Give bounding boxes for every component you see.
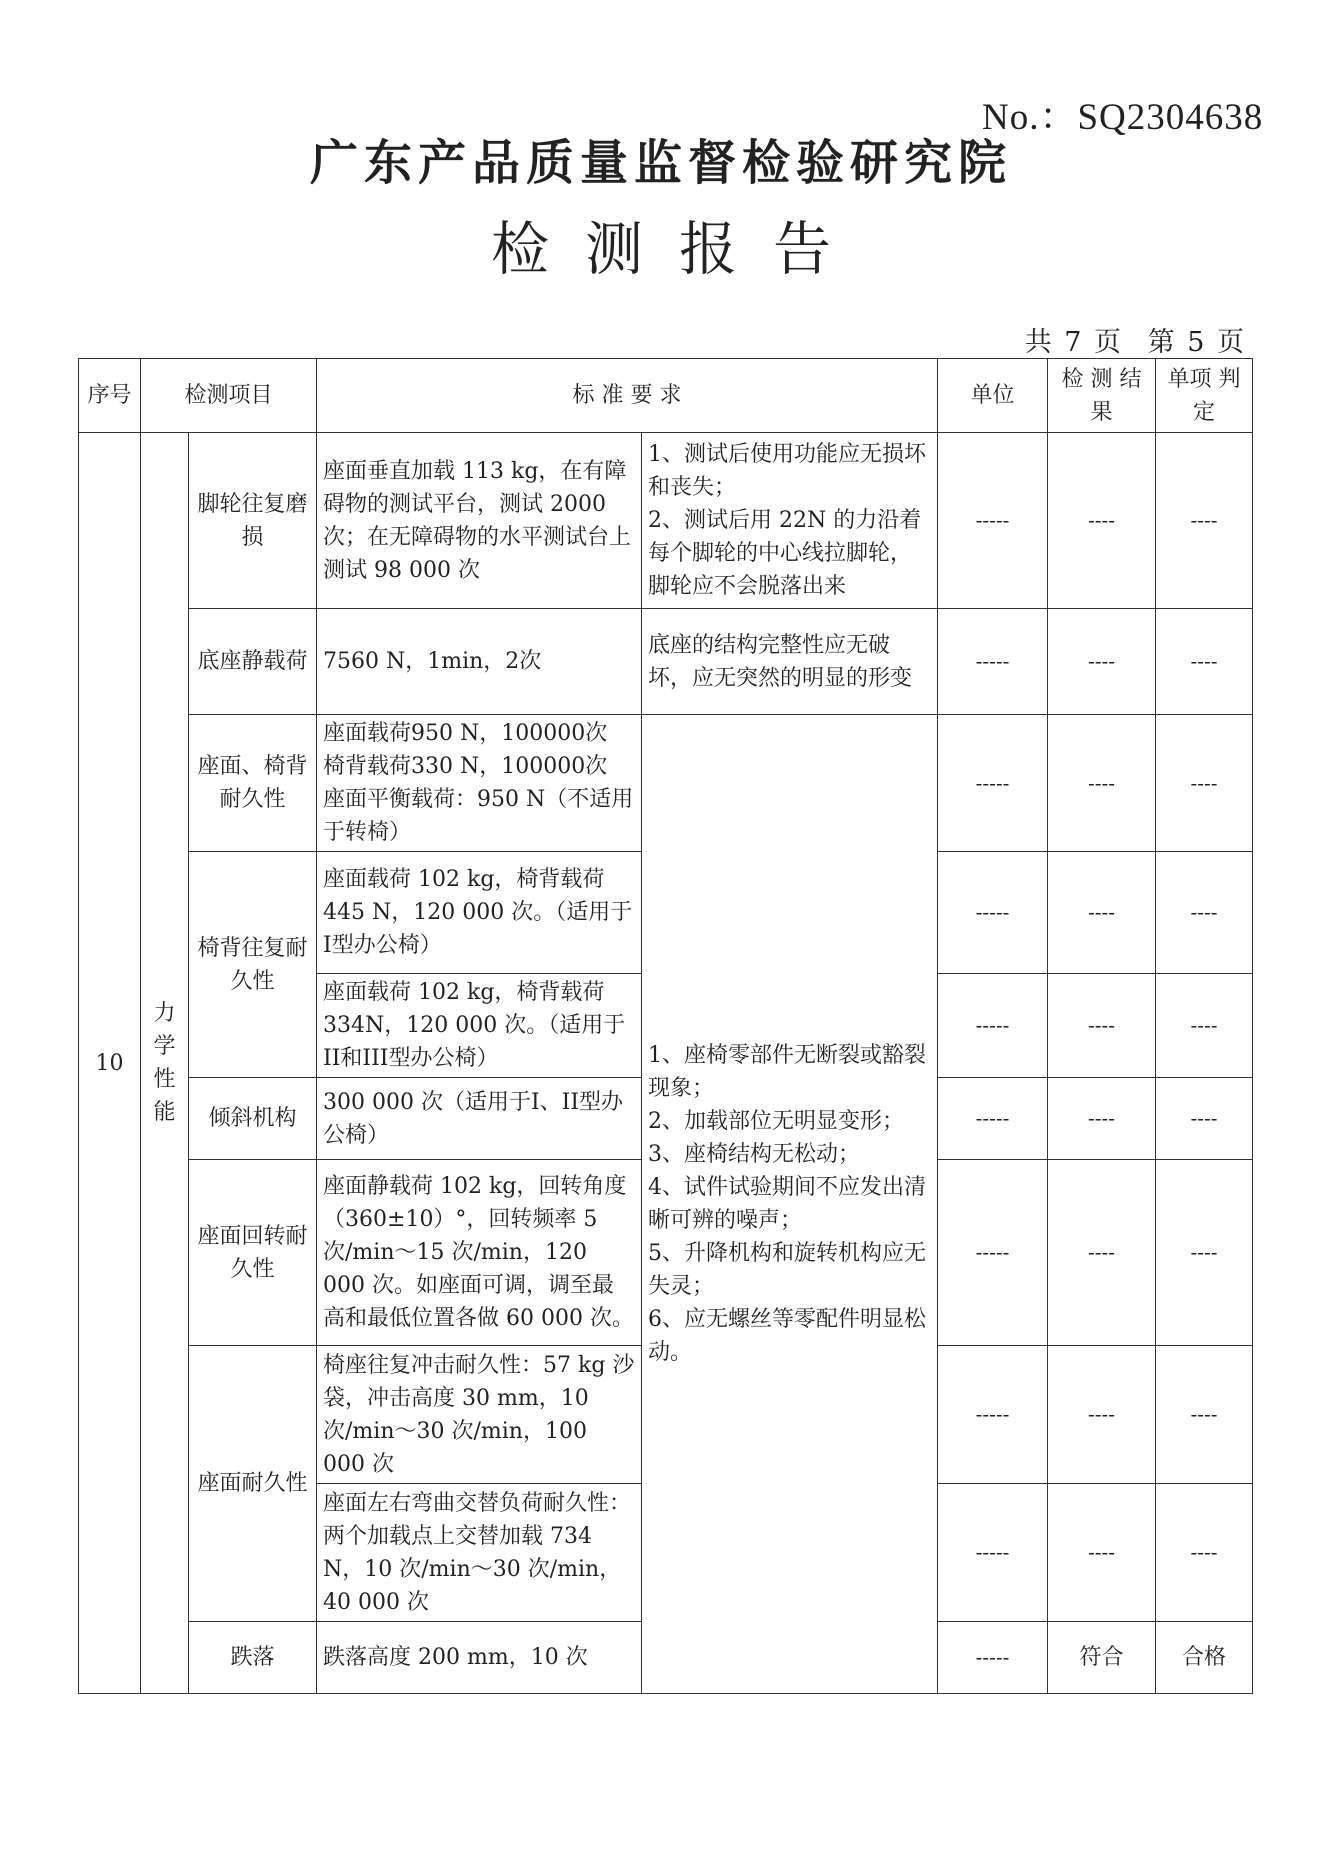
judgement-cell: ---- [1156, 1160, 1253, 1346]
header-item: 检测项目 [141, 359, 317, 433]
item-cell: 底座静载荷 [189, 609, 317, 715]
judgement-cell: ---- [1156, 852, 1253, 974]
result-cell: ---- [1048, 609, 1156, 715]
item-cell: 跌落 [189, 1622, 317, 1694]
page-info [1011, 320, 1246, 359]
item-cell: 倾斜机构 [189, 1078, 317, 1160]
header-seq: 序号 [79, 359, 141, 433]
result-cell: ---- [1048, 1078, 1156, 1160]
header-unit: 单位 [938, 359, 1048, 433]
condition-cell: 7560 N，1min，2次 [317, 609, 642, 715]
result-cell: ---- [1048, 715, 1156, 852]
current-page: 第 5 页 [1147, 327, 1246, 358]
judgement-cell: ---- [1156, 715, 1253, 852]
condition-cell: 座面垂直加载 113 kg，在有障碍物的测试平台，测试 2000 次；在无障碍物的水平测试台上测试 98 000 次 [317, 433, 642, 609]
judgement-cell: ---- [1156, 1078, 1253, 1160]
header-result: 检 测 结 果 [1048, 359, 1156, 433]
condition-cell: 座面左右弯曲交替负荷耐久性：两个加载点上交替加载 734 N，10 次/min～30 次/min，40 000 次 [317, 1484, 642, 1622]
result-cell: 符合 [1048, 1622, 1156, 1694]
unit-cell: ----- [938, 1484, 1048, 1622]
condition-cell: 座面静载荷 102 kg，回转角度（360±10）°，回转频率 5 次/min～15 次/min，120 000 次。如座面可调，调至最高和最低位置各做 60 000 次。 [317, 1160, 642, 1346]
item-cell: 座面耐久性 [189, 1346, 317, 1622]
result-cell: ---- [1048, 1346, 1156, 1484]
unit-cell: ----- [938, 974, 1048, 1078]
inspection-table [78, 358, 1253, 1694]
report-number: No.：SQ2304638 [982, 97, 1264, 138]
judgement-cell: ---- [1156, 609, 1253, 715]
judgement-cell: 合格 [1156, 1622, 1253, 1694]
judgement-cell: ---- [1156, 1484, 1253, 1622]
result-cell: ---- [1048, 1160, 1156, 1346]
condition-cell: 座面载荷 102 kg，椅背载荷 445 N，120 000 次。（适用于I型办公椅） [317, 852, 642, 974]
report-title: 检测报告 [490, 215, 867, 283]
seq-cell: 10 [79, 433, 141, 1694]
condition-cell: 椅座往复冲击耐久性：57 kg 沙袋，冲击高度 30 mm，10 次/min～30 次/min，100 000 次 [317, 1346, 642, 1484]
condition-cell: 300 000 次（适用于I、II型办公椅） [317, 1078, 642, 1160]
table-row [79, 609, 1253, 715]
condition-cell: 跌落高度 200 mm，10 次 [317, 1622, 642, 1694]
result-cell: ---- [1048, 433, 1156, 609]
shared-requirement-cell: 1、座椅零部件无断裂或豁裂现象； 2、加载部位无明显变形； 3、座椅结构无松动； 4、试件试验期间不应发出清晰可辨的噪声； 5、升降机构和旋转机构应无失灵； 6、应无螺丝等零配件明显松动。 [642, 715, 938, 1694]
judgement-cell: ---- [1156, 974, 1253, 1078]
judgement-cell: ---- [1156, 1346, 1253, 1484]
unit-cell: ----- [938, 433, 1048, 609]
result-cell: ---- [1048, 852, 1156, 974]
header-requirement: 标 准 要 求 [317, 359, 938, 433]
item-cell: 脚轮往复磨损 [189, 433, 317, 609]
condition-cell: 座面载荷950 N，100000次 椅背载荷330 N，100000次 座面平衡载荷：950 N（不适用于转椅） [317, 715, 642, 852]
unit-cell: ----- [938, 715, 1048, 852]
unit-cell: ----- [938, 1160, 1048, 1346]
table-row [79, 433, 1253, 609]
unit-cell: ----- [938, 1078, 1048, 1160]
header-judgement: 单项 判定 [1156, 359, 1253, 433]
unit-cell: ----- [938, 609, 1048, 715]
header-row [79, 359, 1253, 433]
requirement-cell: 1、测试后使用功能应无损坏和丧失； 2、测试后用 22N 的力沿着每个脚轮的中心线拉脚轮，脚轮应不会脱落出来 [642, 433, 938, 609]
result-cell: ---- [1048, 1484, 1156, 1622]
item-cell: 座面回转耐久性 [189, 1160, 317, 1346]
table-row [79, 715, 1253, 852]
unit-cell: ----- [938, 852, 1048, 974]
item-cell: 椅背往复耐久性 [189, 852, 317, 1078]
institute-name: 广东产品质量监督检验研究院 [309, 135, 1012, 191]
item-cell: 座面、椅背耐久性 [189, 715, 317, 852]
judgement-cell: ---- [1156, 433, 1253, 609]
result-cell: ---- [1048, 974, 1156, 1078]
category-cell: 力学性能 [141, 433, 189, 1694]
unit-cell: ----- [938, 1622, 1048, 1694]
unit-cell: ----- [938, 1346, 1048, 1484]
total-pages: 共 7 页 [1024, 327, 1124, 358]
condition-cell: 座面载荷 102 kg，椅背载荷 334N，120 000 次。（适用于II和III型办公椅） [317, 974, 642, 1078]
requirement-cell: 底座的结构完整性应无破坏，应无突然的明显的形变 [642, 609, 938, 715]
